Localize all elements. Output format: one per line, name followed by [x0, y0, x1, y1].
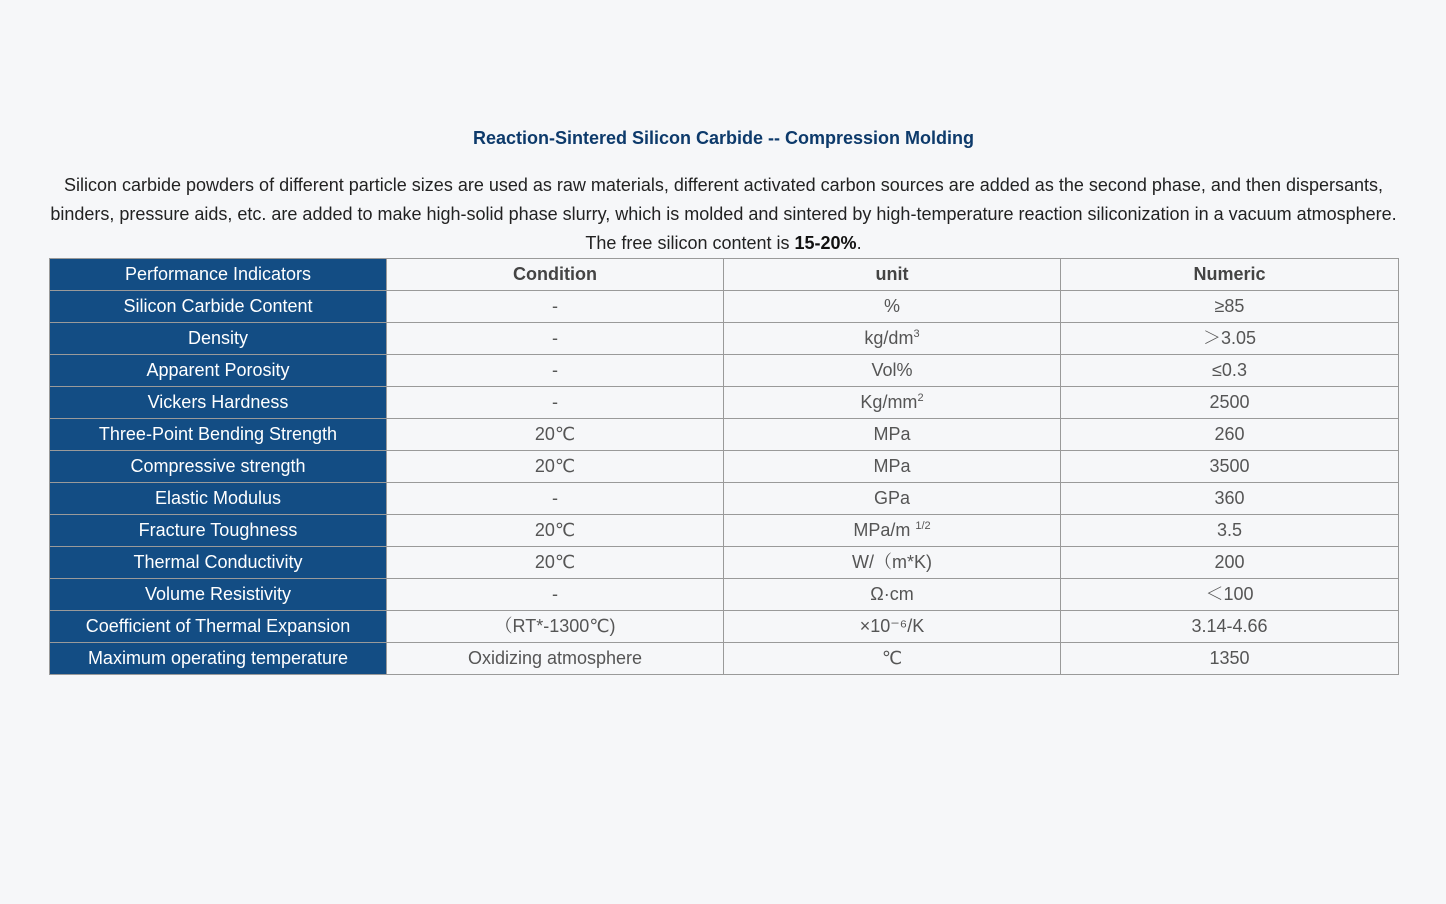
table-row	[50, 355, 1399, 387]
table-row	[50, 323, 1399, 355]
unit-text: W/（m*K)	[852, 552, 932, 572]
condition-cell: 20℃	[387, 419, 724, 451]
table-row	[50, 387, 1399, 419]
unit-text: ℃	[881, 648, 903, 668]
numeric-cell: ≥85	[1061, 291, 1399, 323]
intro-end: .	[856, 233, 862, 253]
unit-text: Ω·cm	[870, 584, 914, 604]
indicator-cell: Three-Point Bending Strength	[50, 419, 387, 451]
indicator-cell: Vickers Hardness	[50, 387, 387, 419]
unit-cell	[724, 515, 1061, 547]
indicator-cell: Silicon Carbide Content	[50, 291, 387, 323]
indicator-cell: Maximum operating temperature	[50, 643, 387, 675]
unit-text: MPa	[873, 456, 911, 476]
table-row	[50, 483, 1399, 515]
content-area	[49, 124, 1398, 675]
unit-cell	[724, 547, 1061, 579]
unit-cell	[724, 387, 1061, 419]
unit-cell	[724, 291, 1061, 323]
condition-cell: 20℃	[387, 547, 724, 579]
indicator-cell: Compressive strength	[50, 451, 387, 483]
page-title: Reaction-Sintered Silicon Carbide -- Compression Molding	[472, 128, 975, 148]
table-row	[50, 643, 1399, 675]
numeric-cell: ＞3.05	[1061, 323, 1399, 355]
condition-cell: Oxidizing atmosphere	[387, 643, 724, 675]
header-unit: unit	[724, 259, 1061, 291]
unit-cell	[724, 323, 1061, 355]
intro-text: Silicon carbide powders of different particle sizes are used as raw materials, different activated carbon sources are added as the second phase, and then dispersants, binders, pressure aids, etc. are added to make high-solid phase slurry, which is molded and sintered by high-temperature reaction siliconization in a vacuum atmosphere. The free silicon content is	[50, 175, 1397, 253]
indicator-cell: Fracture Toughness	[50, 515, 387, 547]
unit-cell	[724, 579, 1061, 611]
indicator-cell: Density	[50, 323, 387, 355]
table-row	[50, 451, 1399, 483]
unit-cell	[724, 483, 1061, 515]
intro-highlight: 15-20%	[794, 233, 857, 253]
condition-cell: （RT*-1300℃)	[387, 611, 724, 643]
numeric-cell: 3500	[1061, 451, 1399, 483]
intro-paragraph	[49, 171, 1398, 258]
indicator-cell: Thermal Conductivity	[50, 547, 387, 579]
unit-superscript: 1/2	[915, 520, 931, 532]
unit-text: Kg/mm	[860, 392, 918, 412]
unit-cell	[724, 451, 1061, 483]
table-header-row	[50, 259, 1399, 291]
header-condition: Condition	[387, 259, 724, 291]
unit-text: GPa	[873, 488, 911, 508]
table-row	[50, 611, 1399, 643]
table-body	[50, 291, 1399, 675]
unit-text: ×10⁻⁶/K	[859, 616, 925, 636]
numeric-cell: ＜100	[1061, 579, 1399, 611]
unit-superscript: 2	[917, 392, 924, 404]
unit-text: MPa	[873, 424, 911, 444]
unit-cell	[724, 419, 1061, 451]
numeric-cell: 1350	[1061, 643, 1399, 675]
table-row	[50, 515, 1399, 547]
numeric-cell: 360	[1061, 483, 1399, 515]
numeric-cell: ≤0.3	[1061, 355, 1399, 387]
numeric-cell: 3.5	[1061, 515, 1399, 547]
numeric-cell: 3.14-4.66	[1061, 611, 1399, 643]
condition-cell: 20℃	[387, 451, 724, 483]
table-row	[50, 291, 1399, 323]
indicator-cell: Coefficient of Thermal Expansion	[50, 611, 387, 643]
condition-cell: -	[387, 291, 724, 323]
condition-cell: -	[387, 483, 724, 515]
numeric-cell: 200	[1061, 547, 1399, 579]
unit-text: kg/dm	[864, 328, 914, 348]
indicator-cell: Volume Resistivity	[50, 579, 387, 611]
condition-cell: -	[387, 579, 724, 611]
unit-text: Vol%	[871, 360, 913, 380]
unit-cell	[724, 643, 1061, 675]
header-numeric: Numeric	[1061, 259, 1399, 291]
table-row	[50, 579, 1399, 611]
table-row	[50, 419, 1399, 451]
table-row	[50, 547, 1399, 579]
condition-cell: -	[387, 387, 724, 419]
indicator-cell: Apparent Porosity	[50, 355, 387, 387]
header-performance-indicators: Performance Indicators	[50, 259, 387, 291]
unit-text: MPa/m	[853, 520, 916, 540]
condition-cell: -	[387, 323, 724, 355]
indicator-cell: Elastic Modulus	[50, 483, 387, 515]
numeric-cell: 260	[1061, 419, 1399, 451]
unit-cell	[724, 611, 1061, 643]
condition-cell: -	[387, 355, 724, 387]
unit-superscript: 3	[913, 328, 920, 340]
numeric-cell: 2500	[1061, 387, 1399, 419]
unit-cell	[724, 355, 1061, 387]
spec-table	[49, 258, 1399, 675]
condition-cell: 20℃	[387, 515, 724, 547]
unit-text: %	[883, 296, 900, 316]
